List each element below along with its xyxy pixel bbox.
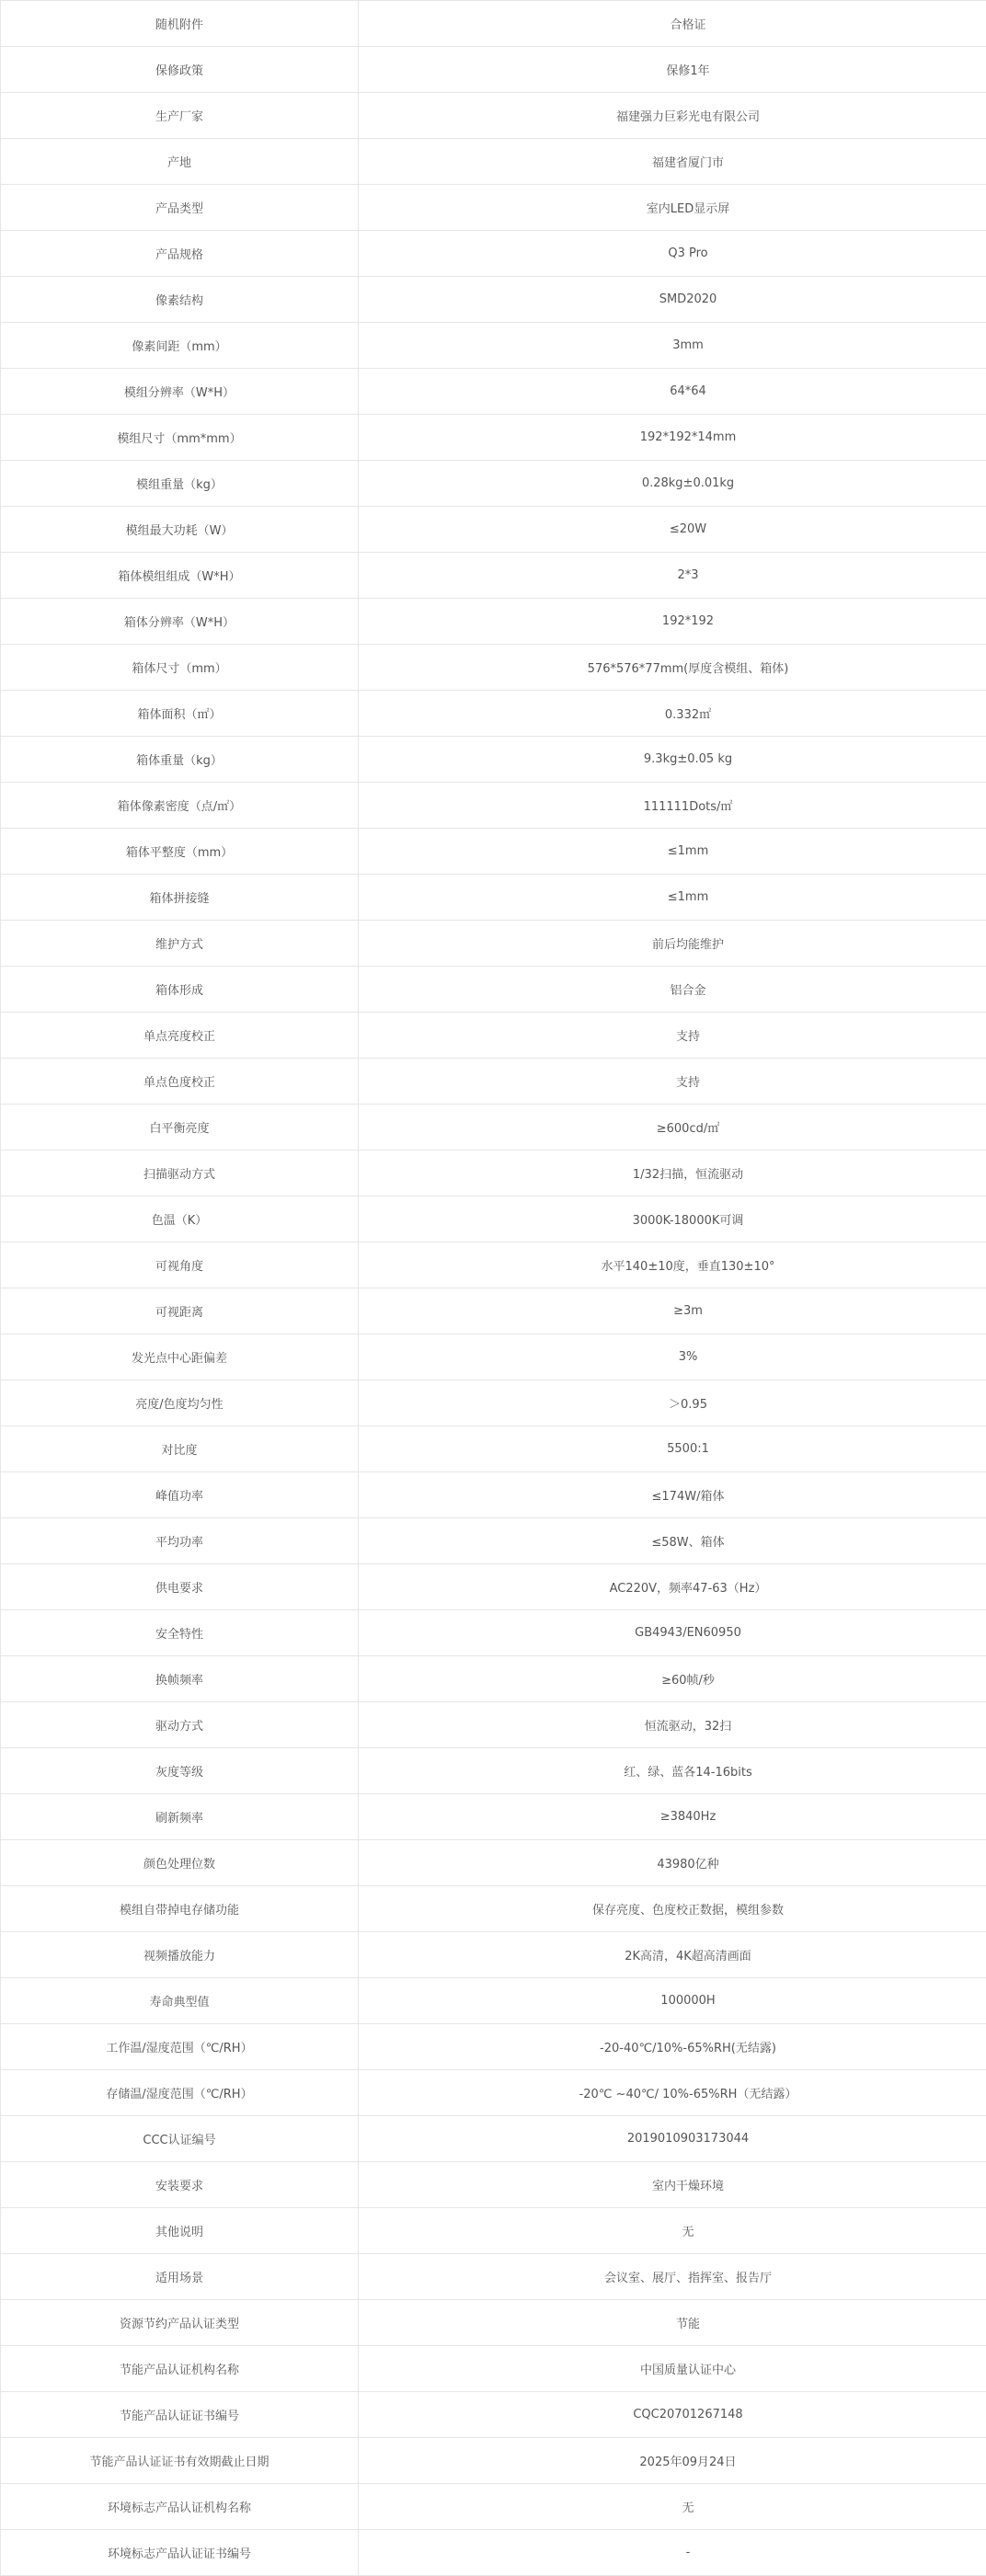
- spec-value: 111111Dots/㎡: [359, 783, 986, 829]
- spec-label: 箱体拼接缝: [1, 875, 359, 921]
- spec-label: 像素间距（mm）: [1, 323, 359, 369]
- spec-value: SMD2020: [359, 277, 986, 323]
- table-row: [1, 737, 986, 783]
- spec-label: 产品规格: [1, 231, 359, 277]
- spec-label: 灰度等级: [1, 1748, 359, 1794]
- table-row: [1, 2254, 986, 2300]
- spec-label: 节能产品认证证书有效期截止日期: [1, 2438, 359, 2484]
- spec-value: 支持: [359, 1013, 986, 1059]
- table-row: [1, 691, 986, 737]
- spec-label: 箱体面积（㎡）: [1, 691, 359, 737]
- spec-value: ≤20W: [359, 507, 986, 553]
- spec-value: 2019010903173044: [359, 2116, 986, 2162]
- spec-value: Q3 Pro: [359, 231, 986, 277]
- spec-label: 峰值功率: [1, 1472, 359, 1518]
- spec-label: 产品类型: [1, 185, 359, 231]
- spec-label: 视频播放能力: [1, 1932, 359, 1978]
- table-row: [1, 875, 986, 921]
- spec-label: 供电要求: [1, 1564, 359, 1610]
- spec-value: -20-40℃/10%-65%RH(无结露): [359, 2024, 986, 2070]
- spec-label: 安全特性: [1, 1610, 359, 1656]
- spec-label: 安装要求: [1, 2162, 359, 2208]
- spec-value: -20℃ ~40℃/ 10%-65%RH（无结露）: [359, 2070, 986, 2116]
- spec-label: 工作温/湿度范围（℃/RH）: [1, 2024, 359, 2070]
- spec-label: 生产厂家: [1, 93, 359, 139]
- table-row: [1, 921, 986, 967]
- spec-label: 寿命典型值: [1, 1978, 359, 2024]
- spec-label: 箱体像素密度（点/㎡）: [1, 783, 359, 829]
- table-row: [1, 1518, 986, 1564]
- spec-value: ≥3m: [359, 1288, 986, 1334]
- spec-value: 3mm: [359, 323, 986, 369]
- spec-label: 刷新频率: [1, 1794, 359, 1840]
- table-row: [1, 599, 986, 645]
- spec-label: 环境标志产品认证机构名称: [1, 2484, 359, 2530]
- spec-value: -: [359, 2530, 986, 2576]
- spec-value: ＞0.95: [359, 1380, 986, 1426]
- spec-value: AC220V，频率47-63（Hz）: [359, 1564, 986, 1610]
- spec-label: 保修政策: [1, 47, 359, 93]
- table-row: [1, 829, 986, 875]
- spec-label: 箱体重量（kg）: [1, 737, 359, 783]
- spec-value: 3%: [359, 1334, 986, 1380]
- spec-value: ≥60帧/秒: [359, 1656, 986, 1702]
- spec-value: 福建省厦门市: [359, 139, 986, 185]
- spec-label: 存储温/湿度范围（℃/RH）: [1, 2070, 359, 2116]
- table-row: [1, 967, 986, 1013]
- spec-table-body: [1, 1, 986, 2576]
- spec-value: 铝合金: [359, 967, 986, 1013]
- spec-label: 节能产品认证机构名称: [1, 2346, 359, 2392]
- spec-label: 环境标志产品认证证书编号: [1, 2530, 359, 2576]
- spec-value: ≤1mm: [359, 875, 986, 921]
- table-row: [1, 2392, 986, 2438]
- spec-label: 可视角度: [1, 1242, 359, 1288]
- table-row: [1, 1702, 986, 1748]
- table-row: [1, 461, 986, 507]
- table-row: [1, 1426, 986, 1472]
- table-row: [1, 1794, 986, 1840]
- spec-value: GB4943/EN60950: [359, 1610, 986, 1656]
- spec-label: 模组重量（kg）: [1, 461, 359, 507]
- spec-value: 恒流驱动，32扫: [359, 1702, 986, 1748]
- table-row: [1, 1748, 986, 1794]
- table-row: [1, 1610, 986, 1656]
- table-row: [1, 1, 986, 47]
- table-row: [1, 2116, 986, 2162]
- spec-value: 节能: [359, 2300, 986, 2346]
- spec-label: 产地: [1, 139, 359, 185]
- table-row: [1, 2346, 986, 2392]
- spec-label: 模组分辨率（W*H）: [1, 369, 359, 415]
- spec-label: 随机附件: [1, 1, 359, 47]
- spec-value: 红、绿、蓝各14-16bits: [359, 1748, 986, 1794]
- spec-label: 其他说明: [1, 2208, 359, 2254]
- spec-value: 9.3kg±0.05 kg: [359, 737, 986, 783]
- table-row: [1, 2484, 986, 2530]
- spec-label: 扫描驱动方式: [1, 1151, 359, 1196]
- spec-value: 192*192*14mm: [359, 415, 986, 461]
- table-row: [1, 1151, 986, 1196]
- table-row: [1, 1932, 986, 1978]
- spec-value: 保存亮度、色度校正数据，模组参数: [359, 1886, 986, 1932]
- spec-value: 保修1年: [359, 47, 986, 93]
- spec-value: 576*576*77mm(厚度含模组、箱体): [359, 645, 986, 691]
- spec-value: ≥3840Hz: [359, 1794, 986, 1840]
- spec-label: 箱体尺寸（mm）: [1, 645, 359, 691]
- table-row: [1, 553, 986, 599]
- spec-label: 模组最大功耗（W）: [1, 507, 359, 553]
- table-row: [1, 1978, 986, 2024]
- spec-label: 单点亮度校正: [1, 1013, 359, 1059]
- spec-label: 箱体形成: [1, 967, 359, 1013]
- spec-value: 无: [359, 2208, 986, 2254]
- spec-value: 1/32扫描，恒流驱动: [359, 1151, 986, 1196]
- spec-label: 节能产品认证证书编号: [1, 2392, 359, 2438]
- spec-label: 模组自带掉电存储功能: [1, 1886, 359, 1932]
- table-row: [1, 93, 986, 139]
- spec-label: 驱动方式: [1, 1702, 359, 1748]
- table-row: [1, 2070, 986, 2116]
- spec-value: 室内LED显示屏: [359, 185, 986, 231]
- spec-label: 可视距离: [1, 1288, 359, 1334]
- table-row: [1, 1656, 986, 1702]
- spec-label: 白平衡亮度: [1, 1105, 359, 1151]
- spec-label: 颜色处理位数: [1, 1840, 359, 1886]
- spec-label: 平均功率: [1, 1518, 359, 1564]
- table-row: [1, 2162, 986, 2208]
- table-row: [1, 1105, 986, 1151]
- table-row: [1, 2300, 986, 2346]
- table-row: [1, 1059, 986, 1105]
- spec-value: ≤1mm: [359, 829, 986, 875]
- spec-value: 0.332㎡: [359, 691, 986, 737]
- spec-value: 中国质量认证中心: [359, 2346, 986, 2392]
- spec-value: 前后均能维护: [359, 921, 986, 967]
- spec-label: CCC认证编号: [1, 2116, 359, 2162]
- table-row: [1, 231, 986, 277]
- spec-value: 3000K-18000K可调: [359, 1196, 986, 1242]
- spec-value: 会议室、展厅、指挥室、报告厅: [359, 2254, 986, 2300]
- spec-value: 水平140±10度，垂直130±10°: [359, 1242, 986, 1288]
- spec-value: 支持: [359, 1059, 986, 1105]
- table-row: [1, 507, 986, 553]
- table-row: [1, 1886, 986, 1932]
- spec-label: 模组尺寸（mm*mm）: [1, 415, 359, 461]
- spec-value: ≤174W/箱体: [359, 1472, 986, 1518]
- table-row: [1, 1013, 986, 1059]
- table-row: [1, 1242, 986, 1288]
- table-row: [1, 1380, 986, 1426]
- spec-label: 发光点中心距偏差: [1, 1334, 359, 1380]
- spec-value: 100000H: [359, 1978, 986, 2024]
- table-row: [1, 277, 986, 323]
- table-row: [1, 1472, 986, 1518]
- spec-value: CQC20701267148: [359, 2392, 986, 2438]
- table-row: [1, 2208, 986, 2254]
- spec-value: ≥600cd/㎡: [359, 1105, 986, 1151]
- table-row: [1, 47, 986, 93]
- table-row: [1, 2438, 986, 2484]
- table-row: [1, 139, 986, 185]
- spec-value: 福建强力巨彩光电有限公司: [359, 93, 986, 139]
- spec-value: 室内干燥环境: [359, 2162, 986, 2208]
- spec-label: 箱体模组组成（W*H）: [1, 553, 359, 599]
- spec-value: 无: [359, 2484, 986, 2530]
- table-row: [1, 1564, 986, 1610]
- table-row: [1, 1334, 986, 1380]
- spec-label: 箱体分辨率（W*H）: [1, 599, 359, 645]
- spec-label: 亮度/色度均匀性: [1, 1380, 359, 1426]
- spec-value: 64*64: [359, 369, 986, 415]
- table-row: [1, 1196, 986, 1242]
- spec-label: 像素结构: [1, 277, 359, 323]
- table-row: [1, 369, 986, 415]
- table-row: [1, 1840, 986, 1886]
- table-row: [1, 2530, 986, 2576]
- spec-value: 192*192: [359, 599, 986, 645]
- table-row: [1, 2024, 986, 2070]
- table-row: [1, 783, 986, 829]
- spec-label: 维护方式: [1, 921, 359, 967]
- table-row: [1, 645, 986, 691]
- spec-label: 对比度: [1, 1426, 359, 1472]
- spec-value: 2*3: [359, 553, 986, 599]
- spec-value: ≤58W、箱体: [359, 1518, 986, 1564]
- spec-value: 43980亿种: [359, 1840, 986, 1886]
- table-row: [1, 415, 986, 461]
- table-row: [1, 1288, 986, 1334]
- spec-label: 适用场景: [1, 2254, 359, 2300]
- spec-label: 资源节约产品认证类型: [1, 2300, 359, 2346]
- table-row: [1, 185, 986, 231]
- spec-label: 色温（K）: [1, 1196, 359, 1242]
- spec-value: 5500:1: [359, 1426, 986, 1472]
- spec-label: 单点色度校正: [1, 1059, 359, 1105]
- spec-label: 换帧频率: [1, 1656, 359, 1702]
- table-row: [1, 323, 986, 369]
- spec-value: 2K高清，4K超高清画面: [359, 1932, 986, 1978]
- spec-value: 2025年09月24日: [359, 2438, 986, 2484]
- spec-label: 箱体平整度（mm）: [1, 829, 359, 875]
- spec-value: 合格证: [359, 1, 986, 47]
- spec-value: 0.28kg±0.01kg: [359, 461, 986, 507]
